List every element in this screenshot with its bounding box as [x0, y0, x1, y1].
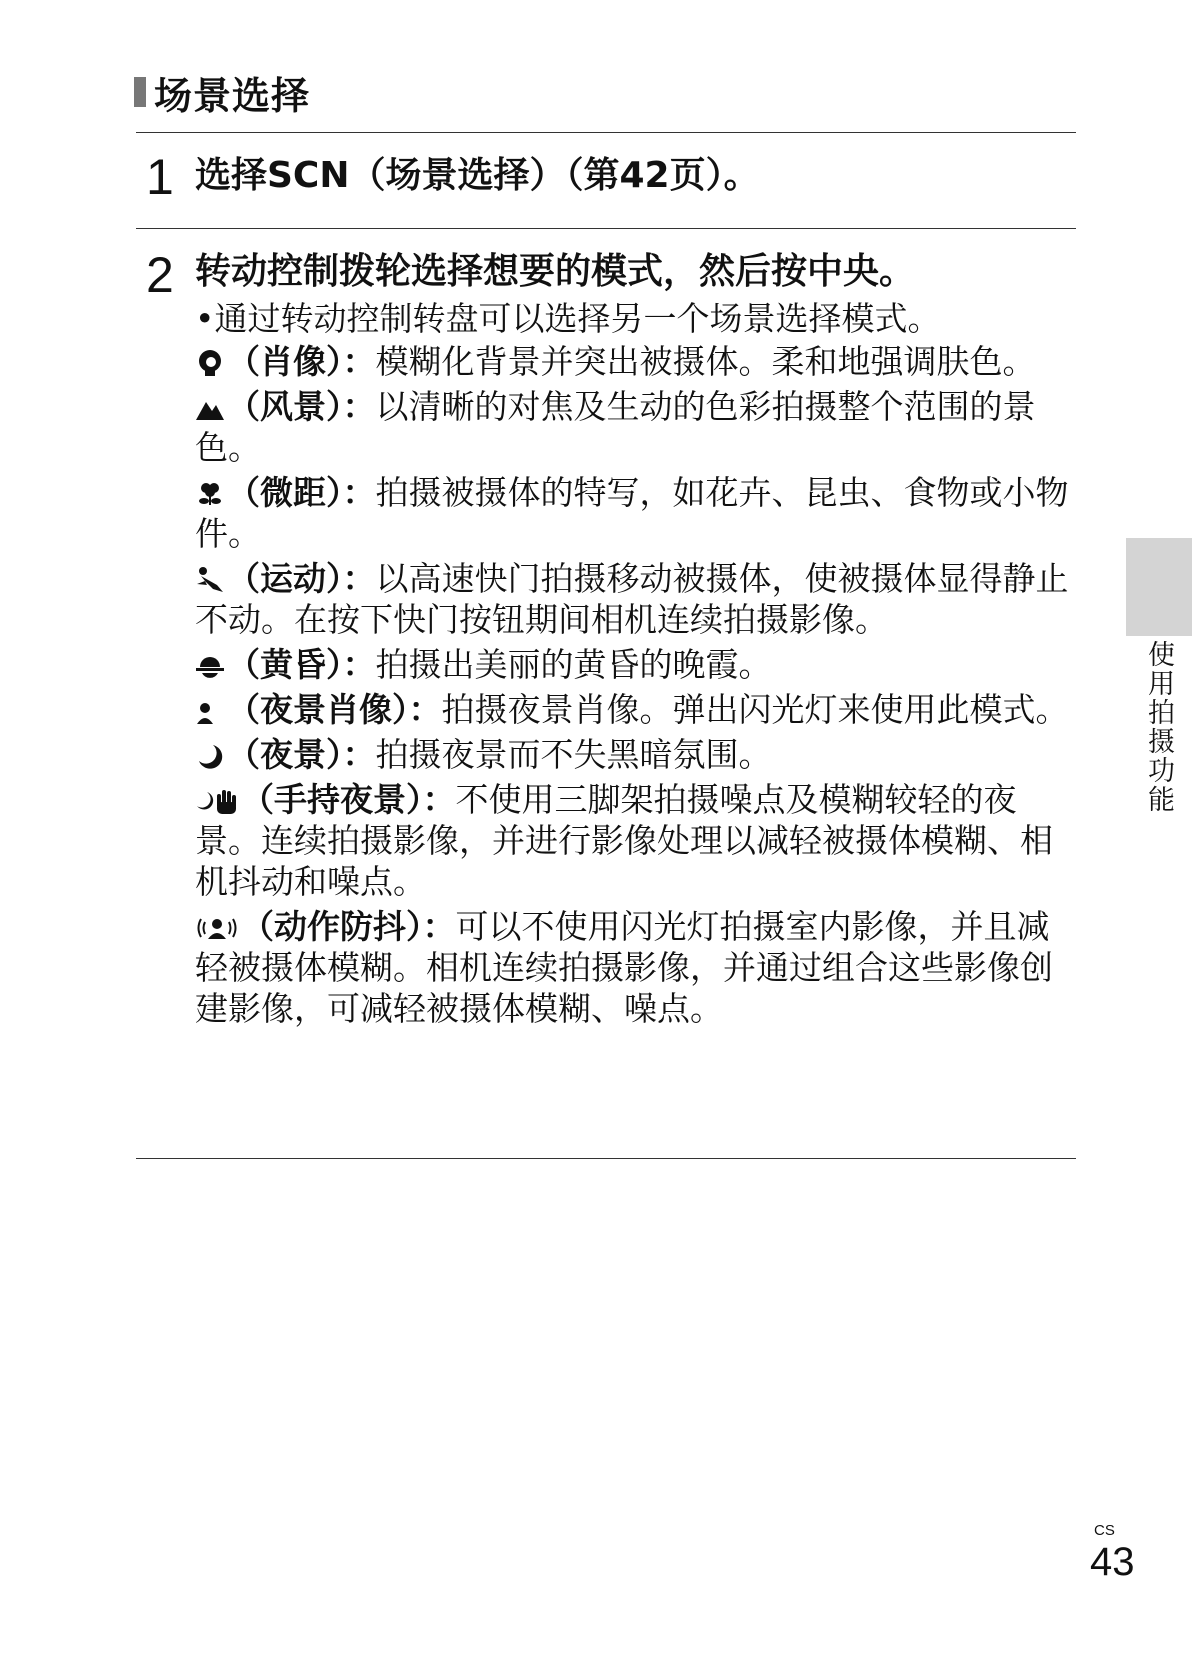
mode-handheld-twilight — [195, 779, 1075, 902]
mode-sports — [195, 558, 1075, 640]
mode-name: （夜景）： — [227, 735, 376, 774]
divider-bottom — [136, 1158, 1076, 1159]
mode-desc: 拍摄夜景肖像。弹出闪光灯来使用此模式。 — [441, 690, 1069, 729]
night-portrait-icon — [195, 696, 225, 726]
night-scene-icon — [195, 741, 225, 771]
mode-name: （微距）： — [227, 473, 376, 512]
bullet-note: •通过转动控制转盘可以选择另一个场景选择模式。 — [195, 299, 941, 338]
mode-sunset — [195, 644, 1075, 685]
mode-name: （风景）： — [227, 387, 376, 426]
mode-desc: 以清晰的对焦及生动的色彩拍摄整个范围的景色。 — [195, 387, 1036, 467]
mode-desc: 模糊化背景并突出被摄体。柔和地强调肤色。 — [375, 342, 1036, 381]
mode-desc: 拍摄夜景而不失黑暗氛围。 — [375, 735, 772, 774]
divider-top — [136, 132, 1076, 133]
chapter-tab — [1126, 538, 1192, 636]
mode-anti-motion-blur — [195, 906, 1075, 1029]
mode-name: （肖像）： — [227, 342, 376, 381]
section-marker — [134, 77, 146, 107]
mode-name: （夜景肖像）： — [227, 690, 442, 729]
portrait-icon — [195, 348, 225, 378]
mode-name: （手持夜景）： — [241, 780, 456, 819]
mode-macro — [195, 472, 1075, 554]
step-1-text: 选择SCN（场景选择）（第42页）。 — [195, 155, 760, 196]
chapter-label: 使用拍摄功能 — [1143, 640, 1174, 814]
mode-name: （运动）： — [227, 559, 376, 598]
page-number: 43 — [1090, 1540, 1135, 1584]
anti-motion-blur-icon — [195, 913, 239, 943]
step-2-text: 转动控制拨轮选择想要的模式，然后按中央。 — [195, 251, 916, 292]
mode-name: （动作防抖）： — [241, 907, 456, 946]
section-title — [134, 62, 310, 122]
mode-name: （黄昏）： — [227, 645, 376, 684]
mode-night-portrait — [195, 689, 1075, 730]
mode-landscape — [195, 386, 1075, 468]
macro-icon — [195, 479, 225, 509]
sports-icon — [195, 565, 225, 595]
step-2-number: 2 — [146, 247, 174, 303]
step-1-number: 1 — [146, 149, 174, 205]
mode-desc: 拍摄出美丽的黄昏的晚霞。 — [375, 645, 772, 684]
language-code: CS — [1094, 1522, 1115, 1539]
step-2-body — [195, 298, 1075, 1033]
mode-portrait — [195, 341, 1075, 382]
landscape-icon — [195, 393, 225, 423]
handheld-twilight-icon — [195, 786, 239, 816]
section-title-text: 场景选择 — [154, 73, 311, 118]
mode-night-scene — [195, 734, 1075, 775]
mode-desc: 拍摄被摄体的特写，如花卉、昆虫、食物或小物件。 — [195, 473, 1069, 553]
mode-desc: 以高速快门拍摄移动被摄体，使被摄体显得静止不动。在按下快门按钮期间相机连续拍摄影像。 — [195, 559, 1069, 639]
mode-desc: 不使用三脚架拍摄噪点及模糊较轻的夜景。连续拍摄影像，并进行影像处理以减轻被摄体模糊、相机抖动和噪点。 — [195, 780, 1053, 901]
divider-step — [136, 228, 1076, 229]
mode-desc: 可以不使用闪光灯拍摄室内影像，并且减轻被摄体模糊。相机连续拍摄影像，并通过组合这些影像创建影像，可减轻被摄体模糊、噪点。 — [195, 907, 1053, 1028]
sunset-icon — [195, 651, 225, 681]
